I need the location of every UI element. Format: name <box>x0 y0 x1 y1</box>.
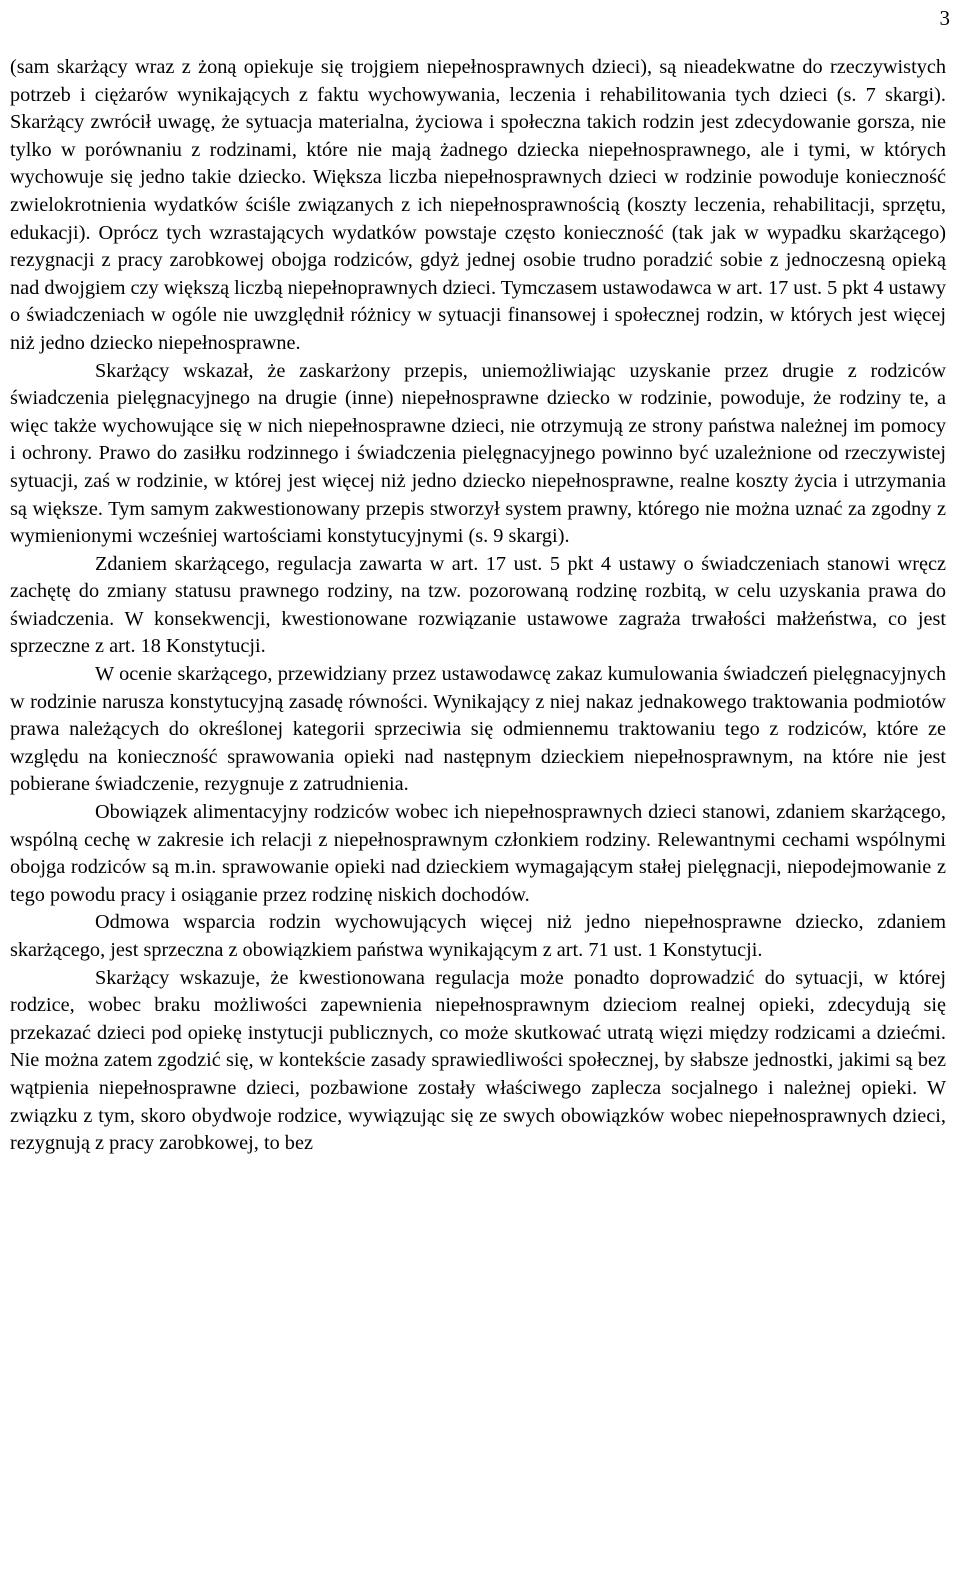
document-body <box>0 54 960 1158</box>
paragraph-4: W ocenie skarżącego, przewidziany przez ustawodawcę zakaz kumulowania świadczeń pielęgnacyjnych w rodzinie narusza konstytucyjną zasadę równości. Wynikający z niej nakaz jednakowego traktowania podmiotów prawa należących do określonej kategorii sprzeciwia się odmiennemu traktowaniu tego z rodziców, które ze względu na konieczność sprawowania opieki nad następnym dzieckiem niepełnosprawnym, na które nie jest pobierane świadczenie, rezygnuje z zatrudnienia. <box>10 663 946 796</box>
paragraph-6: Odmowa wsparcia rodzin wychowujących więcej niż jedno niepełnosprawne dziecko, zdaniem skarżącego, jest sprzeczna z obowiązkiem państwa wynikającym z art. 71 ust. 1 Konstytucji. <box>10 911 946 961</box>
page-number <box>0 6 960 30</box>
page-number-text: 3 <box>939 6 950 30</box>
paragraph-2: Skarżący wskazał, że zaskarżony przepis, uniemożliwiając uzyskanie przez drugie z rodziców świadczenia pielęgnacyjnego na drugie (inne) niepełnosprawne dziecko w rodzinie, powoduje, że rodziny te, a więc także wychowujące się w nich niepełnosprawne dzieci, nie otrzymują ze strony państwa należnej im pomocy i ochrony. Prawo do zasiłku rodzinnego i świadczenia pielęgnacyjnego powinno być uzależnione od rzeczywistej sytuacji, zaś w rodzinie, w której jest więcej niż jedno dziecko niepełnosprawne, realne koszty życia i utrzymania są większe. Tym samym zakwestionowany przepis stworzył system prawny, którego nie można uznać za zgodny z wymienionymi wcześniej wartościami konstytucyjnymi (s. 9 skargi). <box>10 359 946 548</box>
paragraph-3: Zdaniem skarżącego, regulacja zawarta w art. 17 ust. 5 pkt 4 ustawy o świadczeniach stanowi wręcz zachętę do zmiany statusu prawnego rodziny, na tzw. pozorowaną rodzinę rozbitą, w celu uzyskania prawa do świadczenia. W konsekwencji, kwestionowane rozwiązanie ustawowe zagraża trwałości małżeństwa, co jest sprzeczne z art. 18 Konstytucji. <box>10 552 946 658</box>
paragraph-5: Obowiązek alimentacyjny rodziców wobec ich niepełnosprawnych dzieci stanowi, zdaniem skarżącego, wspólną cechę w zakresie ich relacji z niepełnosprawnym członkiem rodziny. Relewantnymi cechami wspólnymi obojga rodziców są m.in. sprawowanie opieki nad dzieckiem wymagającym stałej pielęgnacji, niepodejmowanie z tego powodu pracy i osiąganie przez rodzinę niskich dochodów. <box>10 801 946 906</box>
paragraph-7: Skarżący wskazuje, że kwestionowana regulacja może ponadto doprowadzić do sytuacji, w której rodzice, wobec braku możliwości zapewnienia niepełnosprawnym dzieciom realnej opieki, zdecydują się przekazać dzieci pod opiekę instytucji publicznych, co może skutkować utratą więzi między rodzicami a dziećmi. Nie można zatem zgodzić się, w kontekście zasady sprawiedliwości społecznej, by słabsze jednostki, jakimi są bez wątpienia niepełnosprawne dzieci, pozbawione zostały właściwego zaplecza socjalnego i należnej opieki. W związku z tym, skoro obydwoje rodzice, wywiązując się ze swych obowiązków wobec niepełnosprawnych dzieci, rezygnują z pracy zarobkowej, to bez <box>10 966 946 1155</box>
paragraph-1: (sam skarżący wraz z żoną opiekuje się trojgiem niepełnosprawnych dzieci), są nieadekwatne do rzeczywistych potrzeb i ciężarów wynikających z faktu wychowywania, leczenia i rehabilitowania tych dzieci (s. 7 skargi). Skarżący zwrócił uwagę, że sytuacja materialna, życiowa i społeczna takich rodzin jest zdecydowanie gorsza, nie tylko w porównaniu z rodzinami, które nie mają żadnego dziecka niepełnosprawnego, ale i tymi, w których wychowuje się jedno takie dziecko. Większa liczba niepełnosprawnych dzieci w rodzinie powoduje konieczność zwielokrotnienia wydatków ściśle związanych z ich niepełnosprawnością (koszty leczenia, rehabilitacji, sprzętu, edukacji). Oprócz tych wzrastających wydatków powstaje często konieczność (tak jak w wypadku skarżącego) rezygnacji z pracy zarobkowej obojga rodziców, gdyż jednej osobie trudno poradzić sobie z jednoczesną opieką nad dwojgiem czy większą liczbą niepełnoprawnych dzieci. Tymczasem ustawodawca w art. 17 ust. 5 pkt 4 ustawy o świadczeniach w ogóle nie uwzględnił różnicy w sytuacji finansowej i społecznej rodzin, w których jest więcej niż jedno dziecko niepełnosprawne. <box>10 56 946 354</box>
